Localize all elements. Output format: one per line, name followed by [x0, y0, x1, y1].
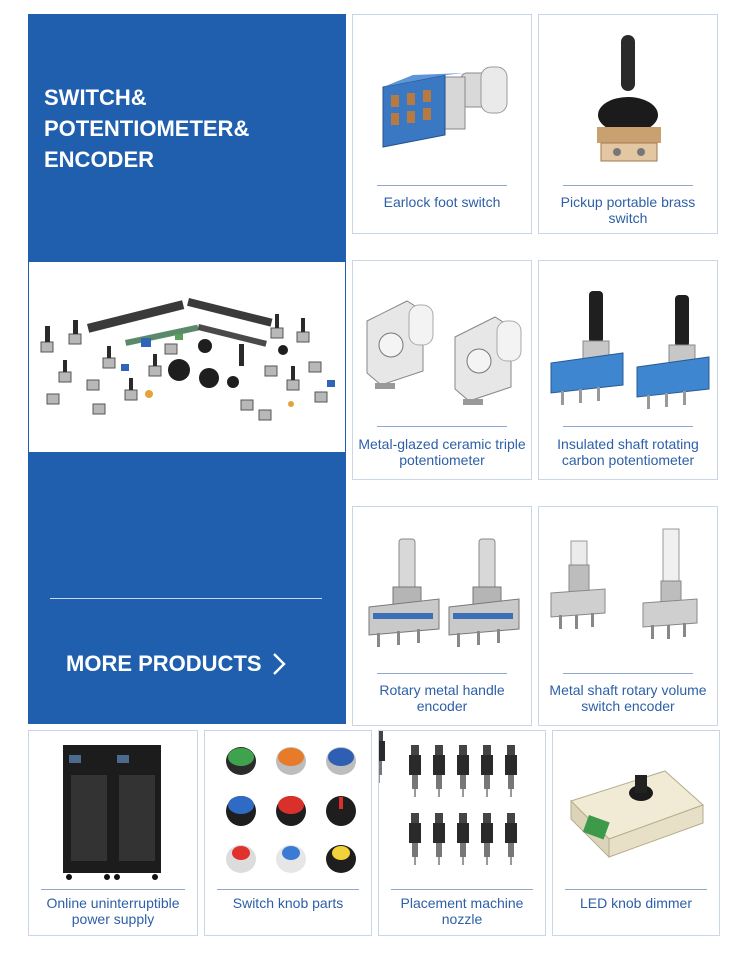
dimmer-icon	[553, 731, 719, 886]
title-line-1: SWITCH&	[44, 85, 147, 110]
product-card-nozzle[interactable]	[378, 730, 546, 936]
title-line-2: POTENTIOMETER&	[44, 116, 250, 141]
title-line-3: ENCODER	[44, 147, 155, 172]
product-card-toggle-switch[interactable]	[538, 14, 718, 234]
product-card-foot-switch[interactable]	[352, 14, 532, 234]
product-card-ups[interactable]	[28, 730, 198, 936]
caption-divider	[217, 889, 359, 890]
rotary-encoder-icon	[353, 507, 531, 673]
product-caption: Pickup portable brass switch	[560, 194, 696, 226]
trimmer-potentiometer-icon	[353, 261, 531, 426]
more-products-button[interactable]	[66, 646, 286, 682]
chevron-right-icon	[272, 652, 286, 676]
category-banner	[28, 14, 346, 724]
product-card-rotary-encoder[interactable]	[352, 506, 532, 726]
product-card-ceramic-potentiometer[interactable]	[352, 260, 532, 480]
category-title	[44, 82, 249, 175]
knob-icon	[205, 731, 371, 886]
product-card-led-dimmer[interactable]	[552, 730, 720, 936]
components-collage-image	[29, 262, 345, 452]
product-caption: Switch knob parts	[232, 895, 344, 911]
caption-divider	[377, 673, 507, 674]
caption-divider	[563, 185, 693, 186]
product-card-volume-encoder[interactable]	[538, 506, 718, 726]
product-card-knob-parts[interactable]	[204, 730, 372, 936]
product-caption: Placement machine nozzle	[400, 895, 524, 927]
product-caption: Metal shaft rotary volume switch encoder	[549, 682, 707, 714]
caption-divider	[41, 889, 185, 890]
product-caption: Insulated shaft rotating carbon potentiometer	[557, 436, 699, 468]
caption-divider	[391, 889, 533, 890]
product-card-shaft-potentiometer[interactable]	[538, 260, 718, 480]
product-caption: LED knob dimmer	[579, 895, 693, 911]
product-caption: Rotary metal handle encoder	[379, 682, 505, 714]
caption-divider	[563, 673, 693, 674]
shaft-potentiometer-icon	[539, 261, 717, 426]
ups-cabinet-icon	[29, 731, 197, 886]
product-caption: Online uninterruptible power supply	[46, 895, 180, 927]
nozzle-icon	[379, 731, 545, 886]
caption-divider	[565, 889, 707, 890]
volume-encoder-icon	[539, 507, 717, 673]
banner-divider	[50, 598, 322, 599]
caption-divider	[377, 185, 507, 186]
caption-divider	[377, 426, 507, 427]
foot-switch-icon	[353, 15, 531, 185]
product-caption: Metal-glazed ceramic triple potentiometer	[358, 436, 526, 468]
product-caption: Earlock foot switch	[383, 194, 501, 210]
more-products-label: MORE PRODUCTS	[66, 651, 262, 676]
toggle-switch-icon	[539, 15, 717, 185]
caption-divider	[563, 426, 693, 427]
